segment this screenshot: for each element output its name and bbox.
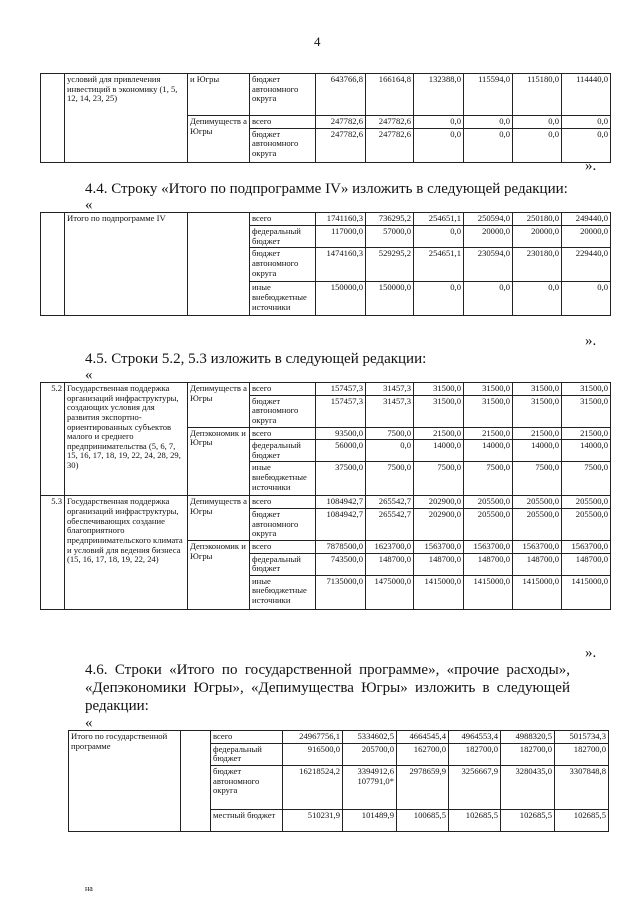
row-number-cell xyxy=(41,74,65,163)
value-cell: 31500,0 xyxy=(414,383,464,396)
value-cell: 150000,0 xyxy=(316,282,366,316)
value-cell: 102685,5 xyxy=(449,809,501,831)
source-cell: всего xyxy=(250,540,316,553)
value-cell: 205700,0 xyxy=(343,743,397,765)
closing-quote: ». xyxy=(585,645,597,661)
value-cell: 148700,0 xyxy=(414,553,464,575)
value-cell: 21500,0 xyxy=(414,427,464,440)
source-cell: иные внебюджетные источники xyxy=(250,462,316,496)
row-number-cell: 5.3 xyxy=(41,496,65,609)
table-rows-5-2-5-3 xyxy=(40,382,611,610)
value-cell: 148700,0 xyxy=(562,553,611,575)
measure-name-cell: условий для привлечения инвестиций в экономику (1, 5, 12, 14, 23, 25) xyxy=(65,74,188,163)
value-cell: 0,0 xyxy=(513,128,562,162)
value-cell: 162700,0 xyxy=(397,743,449,765)
source-cell: бюджет автономного округа xyxy=(250,128,316,162)
value-cell: 0,0 xyxy=(562,116,611,129)
value-cell: 102685,5 xyxy=(555,809,609,831)
value-cell: 101489,9 xyxy=(343,809,397,831)
value-cell: 0,0 xyxy=(414,282,464,316)
source-cell: федеральный бюджет xyxy=(250,440,316,462)
value-cell: 14000,0 xyxy=(562,440,611,462)
executor-cell xyxy=(181,731,211,832)
value-cell: 31500,0 xyxy=(513,395,562,427)
value-cell: 7500,0 xyxy=(414,462,464,496)
value-cell: 230594,0 xyxy=(464,248,513,282)
source-cell: иные внебюджетные источники xyxy=(250,282,316,316)
measure-name-cell: Государственная поддержка организаций инфраструктуры, обеспечивающих создание благоприятного предпринимательского климата и условий для ведения бизнеса (15, 16, 17, 18, 19, 22, 24) xyxy=(65,496,188,609)
value-cell: 14000,0 xyxy=(464,440,513,462)
row-number-cell: 5.2 xyxy=(41,383,65,496)
value-cell: 247782,6 xyxy=(366,116,414,129)
source-cell: федеральный бюджет xyxy=(211,743,283,765)
value-cell: 1741160,3 xyxy=(316,213,366,226)
table-continuation xyxy=(40,73,611,163)
value-cell: 1415000,0 xyxy=(562,575,611,609)
value-cell: 1475000,0 xyxy=(366,575,414,609)
value-cell: 3394912,6 107791,0* xyxy=(343,765,397,809)
value-cell: 114440,0 xyxy=(562,74,611,116)
value-cell: 31500,0 xyxy=(562,383,611,396)
executor-cell: Депимуществ а Югры xyxy=(188,116,250,163)
value-cell: 510231,9 xyxy=(283,809,343,831)
source-cell: всего xyxy=(211,731,283,744)
source-cell: федеральный бюджет xyxy=(250,226,316,248)
executor-cell: Депимуществ а Югры xyxy=(188,383,250,428)
value-cell: 93500,0 xyxy=(316,427,366,440)
value-cell: 1623700,0 xyxy=(366,540,414,553)
value-cell: 0,0 xyxy=(366,440,414,462)
value-cell: 14000,0 xyxy=(414,440,464,462)
value-cell: 0,0 xyxy=(464,128,513,162)
value-cell: 0,0 xyxy=(414,116,464,129)
value-cell: 247782,6 xyxy=(316,128,366,162)
value-cell: 157457,3 xyxy=(316,383,366,396)
value-cell: 0,0 xyxy=(464,282,513,316)
value-cell: 182700,0 xyxy=(449,743,501,765)
value-cell: 0,0 xyxy=(414,128,464,162)
value-cell: 202900,0 xyxy=(414,509,464,541)
source-cell: всего xyxy=(250,213,316,226)
value-cell: 250180,0 xyxy=(513,213,562,226)
value-cell: 736295,2 xyxy=(366,213,414,226)
value-cell: 117000,0 xyxy=(316,226,366,248)
executor-cell: Депэкономик и Югры xyxy=(188,540,250,609)
value-cell: 182700,0 xyxy=(555,743,609,765)
value-cell: 166164,8 xyxy=(366,74,414,116)
value-cell: 7500,0 xyxy=(464,462,513,496)
value-cell: 1563700,0 xyxy=(414,540,464,553)
measure-name-cell: Государственная поддержка организаций инфраструктуры, создающих условия для развития экспортно-ориентированных субъектов малого и среднего предпринимательства (5, 6, 7, 15, 16, 17, 18, 19, 22, 24, 28, 29, 30) xyxy=(65,383,188,496)
value-cell: 115594,0 xyxy=(464,74,513,116)
value-cell: 250594,0 xyxy=(464,213,513,226)
value-cell: 249440,0 xyxy=(562,213,611,226)
source-cell: бюджет автономного округа xyxy=(250,395,316,427)
value-cell: 2978659,9 xyxy=(397,765,449,809)
opening-quote: « xyxy=(85,715,93,731)
table-row xyxy=(41,213,611,226)
table-row xyxy=(41,496,611,509)
source-cell: всего xyxy=(250,427,316,440)
opening-quote: « xyxy=(85,197,93,213)
value-cell: 3307848,8 xyxy=(555,765,609,809)
row-number-cell xyxy=(41,213,65,316)
value-cell: 205500,0 xyxy=(562,509,611,541)
page-number: 4 xyxy=(314,34,321,49)
value-cell: 0,0 xyxy=(562,128,611,162)
heading-4-5: 4.5. Строки 5.2, 5.3 изложить в следующей редакции: xyxy=(85,351,427,367)
value-cell: 643766,8 xyxy=(316,74,366,116)
source-cell: бюджет автономного округа xyxy=(250,248,316,282)
value-cell: 57000,0 xyxy=(366,226,414,248)
value-cell: 4964553,4 xyxy=(449,731,501,744)
source-cell: всего xyxy=(250,383,316,396)
value-cell: 0,0 xyxy=(464,116,513,129)
table-row xyxy=(41,74,611,116)
value-cell: 20000,0 xyxy=(562,226,611,248)
value-cell: 31457,3 xyxy=(366,395,414,427)
value-cell: 16218524,2 xyxy=(283,765,343,809)
opening-quote: « xyxy=(85,367,93,383)
table-row xyxy=(41,383,611,396)
value-cell: 205500,0 xyxy=(464,509,513,541)
table-subprogram-total xyxy=(40,212,611,316)
value-cell: 1563700,0 xyxy=(513,540,562,553)
value-cell: 56000,0 xyxy=(316,440,366,462)
value-cell: 3256667,9 xyxy=(449,765,501,809)
value-cell: 24967756,1 xyxy=(283,731,343,744)
heading-4-4: 4.4. Строку «Итого по подпрограмме IV» изложить в следующей редакции: xyxy=(85,181,568,197)
closing-quote: ». xyxy=(585,158,597,174)
value-cell: 1084942,7 xyxy=(316,509,366,541)
value-cell: 1563700,0 xyxy=(562,540,611,553)
value-cell: 31500,0 xyxy=(562,395,611,427)
value-cell: 529295,2 xyxy=(366,248,414,282)
total-label-cell: Итого по государственной программе xyxy=(69,731,181,832)
executor-cell: Депэкономик и Югры xyxy=(188,427,250,496)
value-cell: 247782,6 xyxy=(316,116,366,129)
source-cell: бюджет автономного округа xyxy=(250,74,316,116)
executor-cell: Депимуществ а Югры xyxy=(188,496,250,541)
value-cell: 265542,7 xyxy=(366,496,414,509)
value-cell: 100685,5 xyxy=(397,809,449,831)
value-cell: 202900,0 xyxy=(414,496,464,509)
value-cell: 31500,0 xyxy=(464,383,513,396)
value-cell: 148700,0 xyxy=(513,553,562,575)
value-cell: 0,0 xyxy=(562,282,611,316)
heading-4-6: 4.6. Строки «Итого по государственной программе», «прочие расходы», «Депэкономики Югры», «Депимущества Югры» изложить в следующей редакции: xyxy=(85,662,570,714)
value-cell: 916500,0 xyxy=(283,743,343,765)
value-cell: 3280435,0 xyxy=(501,765,555,809)
value-cell: 102685,5 xyxy=(501,809,555,831)
value-cell: 7135000,0 xyxy=(316,575,366,609)
value-cell: 132388,0 xyxy=(414,74,464,116)
value-cell: 148700,0 xyxy=(366,553,414,575)
value-cell: 7500,0 xyxy=(366,462,414,496)
value-cell: 0,0 xyxy=(513,116,562,129)
value-cell: 148700,0 xyxy=(464,553,513,575)
value-cell: 21500,0 xyxy=(562,427,611,440)
table-program-total xyxy=(68,730,609,832)
value-cell: 21500,0 xyxy=(513,427,562,440)
value-cell: 150000,0 xyxy=(366,282,414,316)
value-cell: 1084942,7 xyxy=(316,496,366,509)
value-cell: 31500,0 xyxy=(414,395,464,427)
value-cell: 1415000,0 xyxy=(464,575,513,609)
value-cell: 0,0 xyxy=(414,226,464,248)
value-cell: 0,0 xyxy=(513,282,562,316)
table-row xyxy=(69,731,609,744)
source-cell: иные внебюджетные источники xyxy=(250,575,316,609)
value-cell: 115180,0 xyxy=(513,74,562,116)
source-cell: федеральный бюджет xyxy=(250,553,316,575)
value-cell: 14000,0 xyxy=(513,440,562,462)
value-cell: 205500,0 xyxy=(513,509,562,541)
value-cell: 254651,1 xyxy=(414,248,464,282)
value-cell: 157457,3 xyxy=(316,395,366,427)
value-cell: 265542,7 xyxy=(366,509,414,541)
value-cell: 4664545,4 xyxy=(397,731,449,744)
value-cell: 20000,0 xyxy=(464,226,513,248)
source-cell: всего xyxy=(250,496,316,509)
value-cell: 230180,0 xyxy=(513,248,562,282)
value-cell: 21500,0 xyxy=(464,427,513,440)
source-cell: бюджет автономного округа xyxy=(211,765,283,809)
value-cell: 254651,1 xyxy=(414,213,464,226)
value-cell: 7500,0 xyxy=(562,462,611,496)
footer-text: на xyxy=(85,884,93,893)
source-cell: бюджет автономного округа xyxy=(250,509,316,541)
closing-quote: ». xyxy=(585,333,597,349)
value-cell: 37500,0 xyxy=(316,462,366,496)
value-cell: 31500,0 xyxy=(464,395,513,427)
value-cell: 7878500,0 xyxy=(316,540,366,553)
value-cell: 205500,0 xyxy=(464,496,513,509)
value-cell: 1563700,0 xyxy=(464,540,513,553)
value-cell: 1415000,0 xyxy=(414,575,464,609)
total-label-cell: Итого по подпрограмме IV xyxy=(65,213,188,316)
value-cell: 31457,3 xyxy=(366,383,414,396)
source-cell: местный бюджет xyxy=(211,809,283,831)
value-cell: 7500,0 xyxy=(366,427,414,440)
value-cell: 743500,0 xyxy=(316,553,366,575)
value-cell: 5015734,3 xyxy=(555,731,609,744)
value-cell: 182700,0 xyxy=(501,743,555,765)
value-cell: 205500,0 xyxy=(562,496,611,509)
value-cell: 1474160,3 xyxy=(316,248,366,282)
executor-cell xyxy=(188,213,250,316)
value-cell: 20000,0 xyxy=(513,226,562,248)
value-cell: 1415000,0 xyxy=(513,575,562,609)
executor-cell: и Югры xyxy=(188,74,250,116)
value-cell: 31500,0 xyxy=(513,383,562,396)
value-cell: 205500,0 xyxy=(513,496,562,509)
value-cell: 4988320,5 xyxy=(501,731,555,744)
value-cell: 229440,0 xyxy=(562,248,611,282)
value-cell: 5334602,5 xyxy=(343,731,397,744)
source-cell: всего xyxy=(250,116,316,129)
value-cell: 247782,6 xyxy=(366,128,414,162)
value-cell: 7500,0 xyxy=(513,462,562,496)
